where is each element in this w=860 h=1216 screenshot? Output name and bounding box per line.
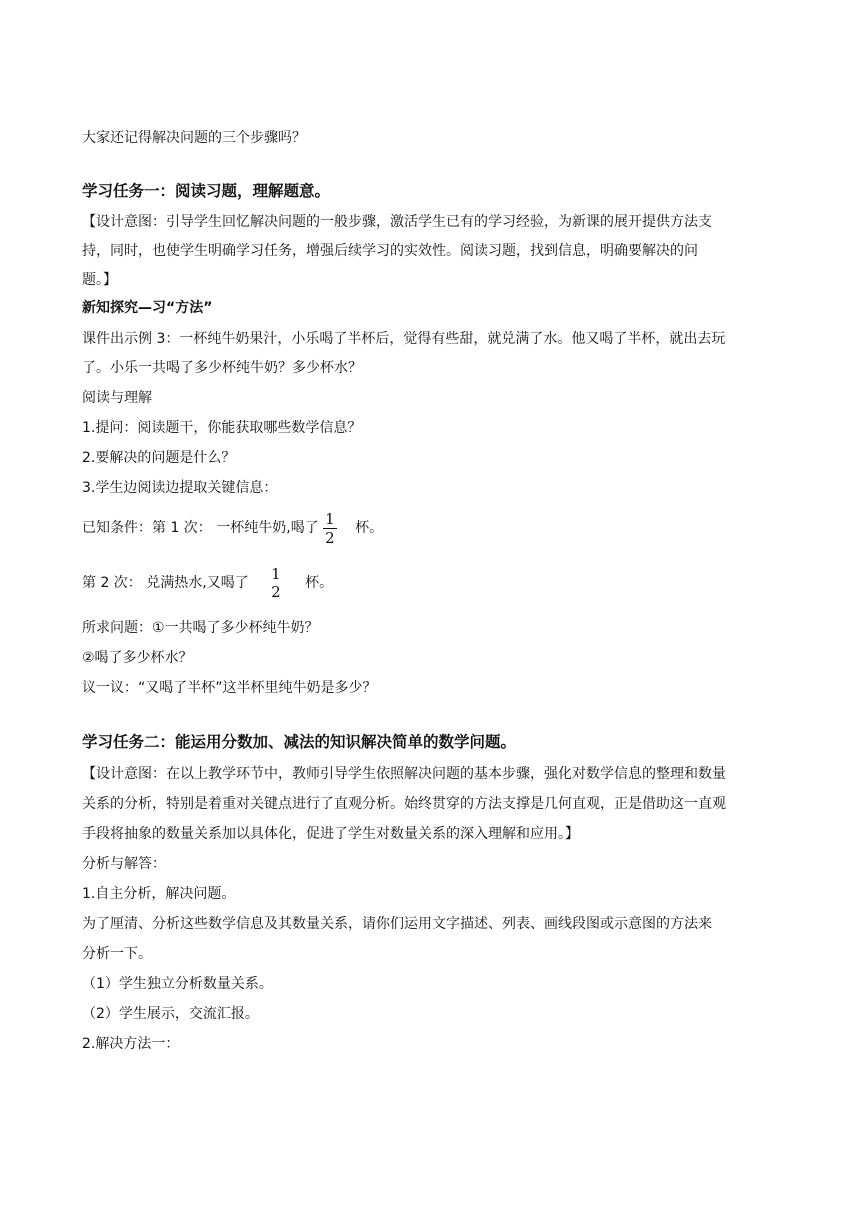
- asked-question-2: ②喝了多少杯水？: [82, 650, 193, 666]
- list-item-1: （1）学生独立分析数量关系。: [82, 976, 273, 992]
- example-line2: 了。小乐一共喝了多少杯纯牛奶？多少杯水？: [82, 360, 362, 376]
- question-1: 1.提问：阅读题干，你能获取哪些数学信息？: [82, 420, 362, 436]
- design-intent-1-line2: 持，同时，也使学生明确学习任务，增强后续学习的实效性。阅读习题，找到信息，明确要解决的问: [82, 243, 698, 259]
- design-intent-2-line2: 关系的分析，特别是着重对关键点进行了直观分析。始终贯穿的方法支撑是几何直观，正是借助这一直观: [82, 796, 726, 812]
- fraction-numerator-2: 1: [271, 565, 281, 583]
- design-intent-1-line3: 题。】: [82, 272, 117, 288]
- known-prefix: 已知条件：第 1 次： 一杯纯牛奶,喝了: [82, 520, 319, 536]
- step-1: 1.自主分析，解决问题。: [82, 886, 236, 902]
- second-prefix: 第 2 次： 兑满热水,又喝了: [82, 575, 249, 591]
- new-knowledge-subheading: 新知探究—习“方法”: [82, 300, 213, 316]
- list-item-2: （2）学生展示，交流汇报。: [82, 1006, 259, 1022]
- design-intent-1-line1: 【设计意图：引导学生回忆解决问题的一般步骤，激活学生已有的学习经验，为新课的展开提供方法支: [82, 214, 712, 230]
- task2-heading: 学习任务二：能运用分数加、减法的知识解决简单的数学问题。: [82, 733, 517, 751]
- design-intent-2-line1: 【设计意图：在以上教学环节中，教师引导学生依照解决问题的基本步骤，强化对数学信息的整理和数量: [82, 766, 726, 782]
- fraction-denominator-2: 2: [271, 583, 281, 601]
- intro-text: 大家还记得解决问题的三个步骤吗？: [82, 130, 306, 146]
- example-line1: 课件出示例 3：一杯纯牛奶果汁，小乐喝了半杯后，觉得有些甜，就兑满了水。他又喝了半杯，就出去玩: [82, 331, 726, 347]
- second-suffix: 杯。: [305, 575, 334, 591]
- step-2: 2.解决方法一：: [82, 1036, 180, 1052]
- task1-heading: 学习任务一：阅读习题，理解题意。: [82, 182, 331, 200]
- fraction-denominator: 2: [325, 528, 335, 547]
- discuss-text: 议一议：“又喝了半杯”这半杯里纯牛奶是多少？: [82, 680, 377, 696]
- known-condition-1: [82, 508, 383, 548]
- fraction-one-half: [323, 510, 337, 547]
- design-intent-2-line3: 手段将抽象的数量关系加以具体化，促进了学生对数量关系的深入理解和应用。】: [82, 826, 579, 842]
- question-2: 2.要解决的问题是什么？: [82, 450, 236, 466]
- fraction-one-half-2: [269, 565, 283, 601]
- paragraph-line1: 为了厘清、分析这些数学信息及其数量关系，请你们运用文字描述、列表、画线段图或示意图的方法来: [82, 916, 712, 932]
- asked-question-1: 所求问题：①一共喝了多少杯纯牛奶？: [82, 620, 319, 636]
- analyze-label: 分析与解答：: [82, 856, 166, 872]
- known-condition-2: [82, 563, 333, 603]
- question-3: 3.学生边阅读边提取关键信息：: [82, 480, 278, 496]
- known-suffix: 杯。: [355, 520, 384, 536]
- fraction-numerator: 1: [325, 509, 335, 528]
- read-understand-label: 阅读与理解: [82, 390, 152, 406]
- paragraph-line2: 分析一下。: [82, 946, 152, 962]
